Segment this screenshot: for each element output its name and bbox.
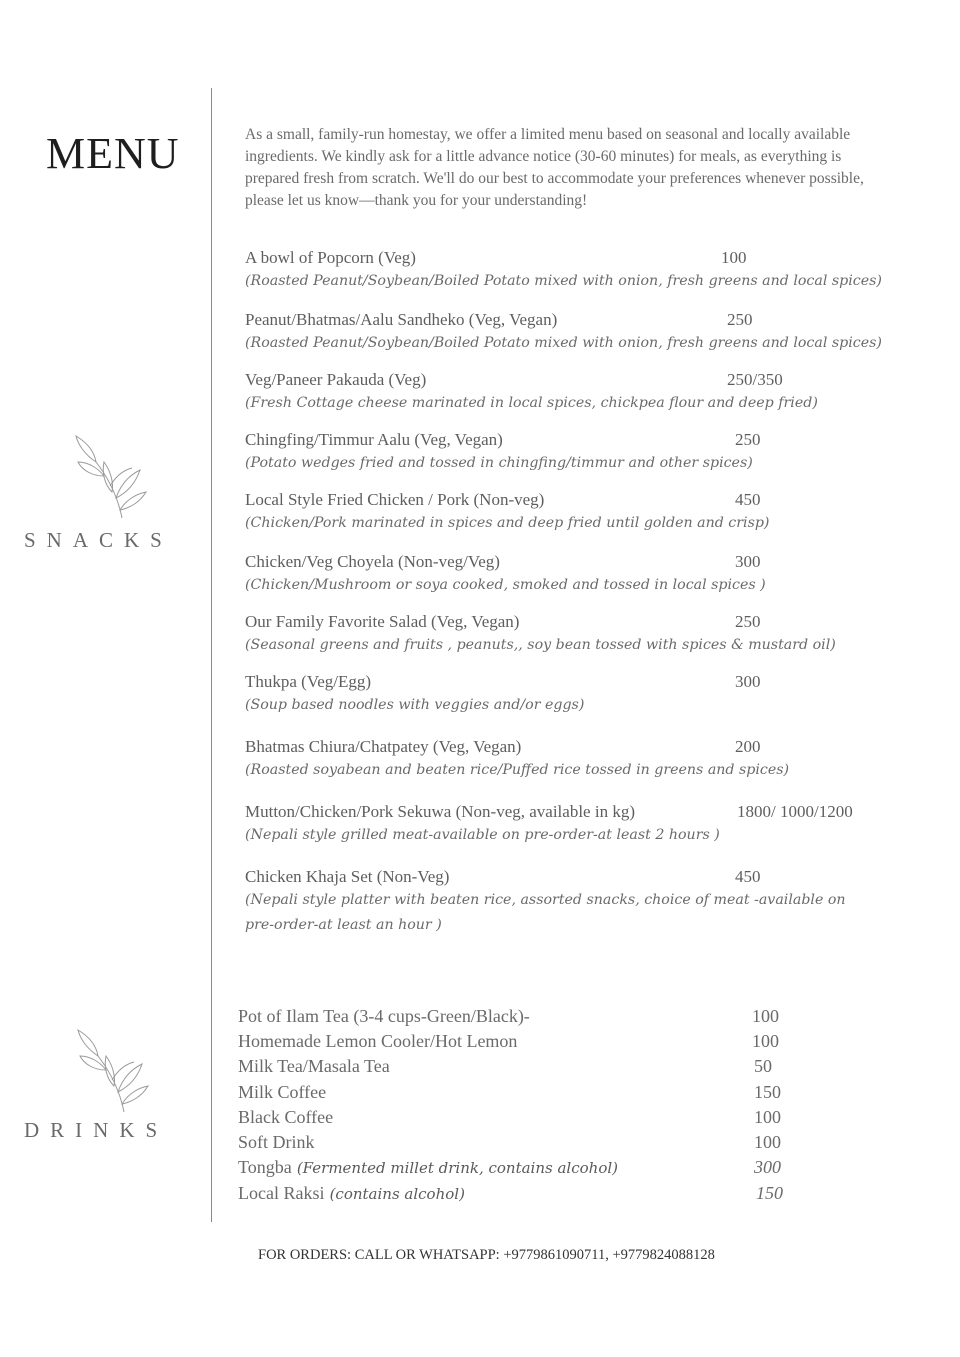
drink-price: 100 (752, 1006, 779, 1026)
item-name: Veg/Paneer Pakauda (Veg) (245, 370, 427, 389)
drink-name: Homemade Lemon Cooler/Hot Lemon (238, 1031, 518, 1051)
list-item (245, 248, 925, 294)
item-name: Mutton/Chicken/Pork Sekuwa (Non-veg, available in kg) (245, 802, 635, 821)
list-item (245, 370, 925, 416)
drink-name: Local Raksi (238, 1183, 325, 1203)
drink-name: Black Coffee (238, 1107, 334, 1127)
drink-note: (contains alcohol) (329, 1185, 465, 1203)
list-item (238, 1132, 798, 1156)
item-price: 200 (735, 737, 761, 756)
list-item (245, 490, 925, 536)
page-title: MENU (46, 129, 180, 178)
list-item (245, 310, 925, 356)
list-item (238, 1157, 798, 1181)
item-price: 100 (721, 248, 747, 267)
item-description: (Roasted Peanut/Soybean/Boiled Potato mixed with onion, fresh greens and local spices) (245, 273, 882, 289)
item-description: (Chicken/Mushroom or soya cooked, smoked and tossed in local spices ) (245, 577, 766, 593)
drink-name: Milk Coffee (238, 1082, 327, 1102)
drink-price: 150 (754, 1082, 781, 1102)
item-description: (Chicken/Pork marinated in spices and deep fried until golden and crisp) (245, 515, 770, 531)
drink-price: 150 (756, 1183, 783, 1203)
drink-name: Pot of Ilam Tea (3-4 cups-Green/Black)- (238, 1006, 530, 1026)
list-item (245, 867, 925, 938)
item-name: Local Style Fried Chicken / Pork (Non-veg) (245, 490, 545, 509)
leaf-branch-icon (70, 432, 150, 522)
item-description: (Fresh Cottage cheese marinated in local spices, chickpea flour and deep fried) (245, 395, 818, 411)
item-description: (Nepali style platter with beaten rice, assorted snacks, choice of meat -available on pre-order-at least an hour ) (245, 892, 846, 933)
list-item (245, 802, 925, 848)
item-description: (Seasonal greens and fruits , peanuts,, soy bean tossed with spices & mustard oil) (245, 637, 836, 653)
vertical-divider (211, 88, 212, 1222)
list-item (238, 1082, 798, 1106)
item-name: Chingfing/Timmur Aalu (Veg, Vegan) (245, 430, 503, 449)
list-item (238, 1183, 798, 1207)
section-label-snacks: SNACKS (24, 528, 173, 552)
item-price: 250 (735, 430, 761, 449)
leaf-branch-icon (72, 1026, 152, 1116)
list-item (238, 1006, 798, 1030)
item-price: 450 (735, 490, 761, 509)
item-name: Bhatmas Chiura/Chatpatey (Veg, Vegan) (245, 737, 522, 756)
list-item (238, 1031, 798, 1055)
item-name: Chicken Khaja Set (Non-Veg) (245, 867, 450, 886)
intro-text: As a small, family-run homestay, we offer a limited menu based on seasonal and locally available ingredients. We kindly ask for a little advance notice (30-60 minutes) for meals, as everything is prepared fresh from scratch. We'll do our best to accommodate your preferences whenever possible, please let us know—thank you for your understanding! (245, 126, 864, 209)
item-description: (Roasted Peanut/Soybean/Boiled Potato mixed with onion, fresh greens and local spices) (245, 335, 882, 351)
drink-price: 100 (754, 1107, 781, 1127)
item-price: 300 (735, 552, 761, 571)
item-description: (Soup based noodles with veggies and/or eggs) (245, 697, 585, 713)
drink-price: 300 (754, 1157, 781, 1177)
item-name: Peanut/Bhatmas/Aalu Sandheko (Veg, Vegan) (245, 310, 558, 329)
drink-price: 50 (754, 1056, 772, 1076)
item-price: 450 (735, 867, 761, 886)
item-price: 250/350 (727, 370, 783, 389)
drink-name: Soft Drink (238, 1132, 315, 1152)
item-description: (Nepali style grilled meat-available on pre-order-at least 2 hours ) (245, 827, 720, 843)
item-description: (Roasted soyabean and beaten rice/Puffed rice tossed in greens and spices) (245, 762, 790, 778)
list-item (245, 552, 925, 598)
item-price: 1800/ 1000/1200 (737, 802, 853, 821)
item-price: 250 (727, 310, 753, 329)
list-item (245, 737, 925, 783)
drink-price: 100 (754, 1132, 781, 1152)
list-item (245, 612, 925, 658)
section-label-drinks: DRINKS (24, 1118, 169, 1142)
list-item (245, 430, 925, 476)
item-name: Thukpa (Veg/Egg) (245, 672, 372, 691)
drink-name: Milk Tea/Masala Tea (238, 1056, 390, 1076)
item-name: A bowl of Popcorn (Veg) (245, 248, 416, 267)
list-item (238, 1056, 798, 1080)
order-contact: FOR ORDERS: CALL OR WHATSAPP: +9779861090711, +9779824088128 (258, 1247, 715, 1263)
list-item (245, 672, 925, 718)
drink-note: (Fermented millet drink, contains alcohol) (296, 1159, 618, 1177)
item-description: (Potato wedges fried and tossed in chingfing/timmur and other spices) (245, 455, 753, 471)
drink-price: 100 (752, 1031, 779, 1051)
item-price: 250 (735, 612, 761, 631)
drink-name: Tongba (238, 1157, 292, 1177)
item-price: 300 (735, 672, 761, 691)
list-item (238, 1107, 798, 1131)
item-name: Chicken/Veg Choyela (Non-veg/Veg) (245, 552, 500, 571)
item-name: Our Family Favorite Salad (Veg, Vegan) (245, 612, 520, 631)
